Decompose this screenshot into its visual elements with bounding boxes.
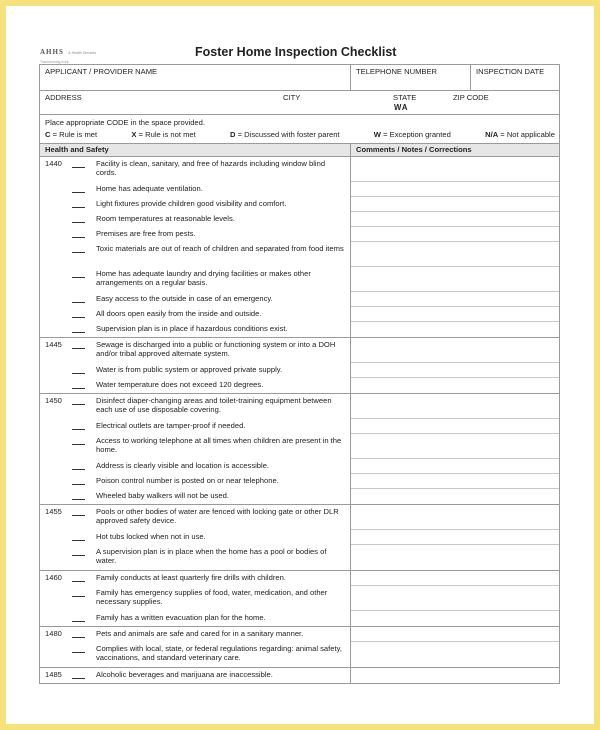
rule-code: 1485 (45, 670, 62, 679)
rule-code: 1450 (45, 396, 62, 405)
code-entry-blank[interactable] (72, 419, 96, 434)
checklist-group (40, 338, 559, 394)
checklist-item (40, 586, 350, 611)
logo-mark: AHHS (40, 48, 64, 56)
code-entry-blank[interactable] (72, 434, 96, 459)
comment-line[interactable] (351, 363, 559, 378)
comment-line[interactable] (351, 227, 559, 242)
address-label: ADDRESS (45, 93, 82, 102)
rule-code: 1480 (45, 629, 62, 638)
rule-code (40, 530, 72, 545)
rule-text: Hot tubs locked when not in use. (96, 532, 206, 541)
rule-text: A supervision plan is in place when the home has a pool or bodies of water. (96, 547, 327, 566)
applicant-row (40, 65, 559, 91)
code-entry (230, 130, 340, 139)
rule-text: Room temperatures at reasonable levels. (96, 214, 235, 223)
rule-code (40, 642, 72, 667)
code-description: = Rule is met (50, 130, 98, 139)
rule-text: Water is from public system or approved private supply. (96, 365, 283, 374)
comment-line[interactable] (351, 419, 559, 434)
rule-text: Poison control number is posted on or near telephone. (96, 476, 279, 485)
rule-code: 1455 (45, 507, 62, 516)
code-description: = Exception granted (380, 130, 451, 139)
rule-text: Home has adequate ventilation. (96, 184, 203, 193)
code-entry-blank[interactable] (72, 489, 96, 504)
group-items (40, 505, 351, 570)
code-entry-blank[interactable] (72, 530, 96, 545)
code-entry-blank[interactable] (72, 157, 96, 182)
comment-line[interactable] (351, 307, 559, 322)
code-entry-blank[interactable] (72, 212, 96, 227)
rule-code: 1440 (45, 159, 62, 168)
group-comments (351, 668, 559, 683)
checklist-item (40, 627, 350, 642)
code-entry-blank[interactable] (72, 307, 96, 322)
telephone-label: TELEPHONE NUMBER (356, 67, 438, 76)
rule-code (40, 363, 72, 378)
code-entry-blank[interactable] (72, 227, 96, 242)
code-key: N/A (485, 130, 499, 139)
inspection-date-label: INSPECTION DATE (476, 67, 545, 76)
rule-code (40, 434, 72, 459)
applicant-field[interactable] (40, 65, 351, 90)
code-entry-blank[interactable] (72, 292, 96, 307)
code-entry-blank[interactable] (72, 459, 96, 474)
checklist-item (40, 338, 350, 363)
checklist-item (40, 378, 350, 393)
rule-code (40, 182, 72, 197)
rule-text: Family conducts at least quarterly fire drills with children. (96, 573, 286, 582)
checklist-group (40, 157, 559, 338)
comment-line[interactable] (351, 242, 559, 267)
group-items (40, 338, 351, 393)
comment-line[interactable] (351, 322, 559, 337)
checklist-item (40, 322, 350, 337)
comment-line[interactable] (351, 505, 559, 530)
checklist-item (40, 505, 350, 530)
comment-line[interactable] (351, 474, 559, 489)
rule-code (40, 378, 72, 393)
comment-line[interactable] (351, 434, 559, 459)
code-entry-blank[interactable] (72, 197, 96, 212)
checklist-item (40, 307, 350, 322)
section-header-row (40, 144, 559, 157)
comment-line[interactable] (351, 197, 559, 212)
checklist-group (40, 668, 559, 683)
comment-line[interactable] (351, 627, 559, 642)
rule-text: Sewage is discharged into a public or functioning system or into a DOH and/or tribal approved alternate system. (96, 340, 336, 359)
group-comments (351, 571, 559, 626)
group-comments (351, 338, 559, 393)
code-entry-blank[interactable] (72, 378, 96, 393)
rule-code (40, 545, 72, 570)
code-entry-blank[interactable] (72, 571, 96, 586)
comment-line[interactable] (351, 378, 559, 393)
checklist-item (40, 459, 350, 474)
comment-line[interactable] (351, 586, 559, 611)
code-description: = Not applicable (498, 130, 555, 139)
rule-code (40, 197, 72, 212)
checklist-group (40, 571, 559, 627)
logo-subtext: & Health Services (68, 51, 97, 55)
checklist-item (40, 363, 350, 378)
code-entry-blank[interactable] (72, 627, 96, 642)
rule-code (40, 322, 72, 337)
rule-text: Wheeled baby walkers will not be used. (96, 491, 229, 500)
group-comments (351, 505, 559, 570)
rule-code (40, 307, 72, 322)
rule-text: Alcoholic beverages and marijuana are inaccessible. (96, 670, 273, 679)
group-comments (351, 627, 559, 667)
checklist-item (40, 434, 350, 459)
checklist-groups (40, 157, 559, 683)
zip-label: ZIP CODE (453, 93, 489, 102)
code-entry-blank[interactable] (72, 363, 96, 378)
address-row[interactable] (40, 91, 559, 115)
checklist-group (40, 394, 559, 505)
code-entry-blank[interactable] (72, 242, 96, 267)
code-entry-blank[interactable] (72, 668, 96, 683)
rule-text: Premises are free from pests. (96, 229, 196, 238)
section-header: Health and Safety (40, 144, 351, 156)
comment-line[interactable] (351, 394, 559, 419)
rule-code (40, 489, 72, 504)
state-value: WA (394, 103, 409, 112)
rule-text: Light fixtures provide children good visibility and comfort. (96, 199, 287, 208)
checklist-item (40, 157, 350, 182)
instructions-text: Place appropriate CODE in the space provided. (45, 118, 205, 127)
code-key: W (373, 130, 381, 139)
code-entry-blank[interactable] (72, 182, 96, 197)
rule-text: Pools or other bodies of water are fenced with locking gate or other DLR approved safety device. (96, 507, 339, 526)
code-entry-blank[interactable] (72, 611, 96, 626)
comment-line[interactable] (351, 668, 559, 683)
rule-text: Family has emergency supplies of food, water, medication, and other necessary supplies. (96, 588, 328, 607)
rule-code: 1460 (45, 573, 62, 582)
code-key: D (230, 130, 236, 139)
code-entry (485, 130, 555, 139)
rule-code (40, 611, 72, 626)
code-entry-blank[interactable] (72, 642, 96, 667)
code-entry-blank[interactable] (72, 545, 96, 570)
rule-code (40, 267, 72, 292)
checklist-item (40, 394, 350, 419)
checklist-group (40, 627, 559, 668)
rule-code (40, 242, 72, 267)
checklist-item (40, 474, 350, 489)
code-description: = Rule is not met (136, 130, 196, 139)
rule-text: Home has adequate laundry and drying facilities or makes other arrangements on a regular basis. (96, 269, 311, 288)
code-entry-blank[interactable] (72, 586, 96, 611)
checklist-item (40, 530, 350, 545)
comment-line[interactable] (351, 489, 559, 504)
comment-line[interactable] (351, 338, 559, 363)
rule-text: Pets and animals are safe and cared for in a sanitary manner. (96, 629, 304, 638)
inspection-date-field[interactable] (471, 65, 559, 90)
comment-line[interactable] (351, 292, 559, 307)
checklist-item (40, 668, 350, 683)
rule-code (40, 586, 72, 611)
checklist-item (40, 267, 350, 292)
checklist-item (40, 419, 350, 434)
checklist-item (40, 611, 350, 626)
page-title: Foster Home Inspection Checklist (195, 45, 397, 59)
code-entry (374, 130, 451, 139)
group-items (40, 571, 351, 626)
checklist-item (40, 489, 350, 504)
applicant-label: APPLICANT / PROVIDER NAME (45, 67, 158, 76)
rule-text: All doors open easily from the inside and outside. (96, 309, 262, 318)
checklist-item (40, 242, 350, 267)
group-comments (351, 157, 559, 337)
rule-code (40, 419, 72, 434)
checklist-item (40, 571, 350, 586)
comment-line[interactable] (351, 611, 559, 626)
code-entry-blank[interactable] (72, 505, 96, 530)
comment-line[interactable] (351, 571, 559, 586)
code-entry-blank[interactable] (72, 322, 96, 337)
code-description: = Discussed with foster parent (235, 130, 340, 139)
rule-code (40, 212, 72, 227)
comment-line[interactable] (351, 182, 559, 197)
rule-code (40, 459, 72, 474)
checklist-item (40, 545, 350, 570)
checklist-item (40, 182, 350, 197)
rule-code (40, 292, 72, 307)
rule-text: Disinfect diaper-changing areas and toilet-training equipment between each use of use disposable covering. (96, 396, 332, 415)
code-key: C (45, 130, 51, 139)
code-entry-blank[interactable] (72, 474, 96, 489)
rule-text: Facility is clean, sanitary, and free of hazards including window blind cords. (96, 159, 326, 178)
group-items (40, 668, 351, 683)
group-items (40, 157, 351, 337)
code-list (45, 130, 555, 139)
code-entry (131, 130, 195, 139)
rule-text: Electrical outlets are tamper-proof if needed. (96, 421, 246, 430)
rule-text: Toxic materials are out of reach of children and separated from food items (96, 244, 344, 253)
group-comments (351, 394, 559, 504)
code-entry-blank[interactable] (72, 394, 96, 419)
rule-text: Complies with local, state, or federal regulations regarding: animal safety, vaccinations, and standard veterinary care. (96, 644, 342, 663)
rule-text: Water temperature does not exceed 120 degrees. (96, 380, 264, 389)
code-entry-blank[interactable] (72, 338, 96, 363)
checklist-item (40, 227, 350, 242)
rule-code (40, 227, 72, 242)
comment-line[interactable] (351, 530, 559, 545)
city-label: CITY (283, 93, 301, 102)
code-legend (40, 115, 559, 144)
comments-header: Comments / Notes / Corrections (356, 145, 472, 154)
rule-text: Family has a written evacuation plan for the home. (96, 613, 266, 622)
rule-code (40, 474, 72, 489)
checklist-item (40, 642, 350, 667)
checklist-group (40, 505, 559, 571)
comment-line[interactable] (351, 212, 559, 227)
rule-text: Easy access to the outside in case of an emergency. (96, 294, 273, 303)
rule-text: Access to working telephone at all times when children are present in the home. (96, 436, 342, 455)
state-label: STATE (393, 93, 417, 102)
group-items (40, 627, 351, 667)
rule-code: 1445 (45, 340, 62, 349)
checklist-form (39, 64, 560, 684)
checklist-item (40, 197, 350, 212)
telephone-field[interactable] (351, 65, 471, 90)
comment-line[interactable] (351, 157, 559, 182)
agency-logo (40, 41, 110, 64)
comment-line[interactable] (351, 545, 559, 570)
code-entry-blank[interactable] (72, 267, 96, 292)
rule-text: Address is clearly visible and location is accessible. (96, 461, 270, 470)
code-key: X (131, 130, 137, 139)
comment-line[interactable] (351, 459, 559, 474)
checklist-item (40, 212, 350, 227)
group-items (40, 394, 351, 504)
rule-text: Supervision plan is in place if hazardous conditions exist. (96, 324, 288, 333)
logo-tagline: Transforming lives (40, 60, 69, 64)
comment-line[interactable] (351, 267, 559, 292)
checklist-item (40, 292, 350, 307)
code-entry (45, 130, 97, 139)
comment-line[interactable] (351, 642, 559, 667)
